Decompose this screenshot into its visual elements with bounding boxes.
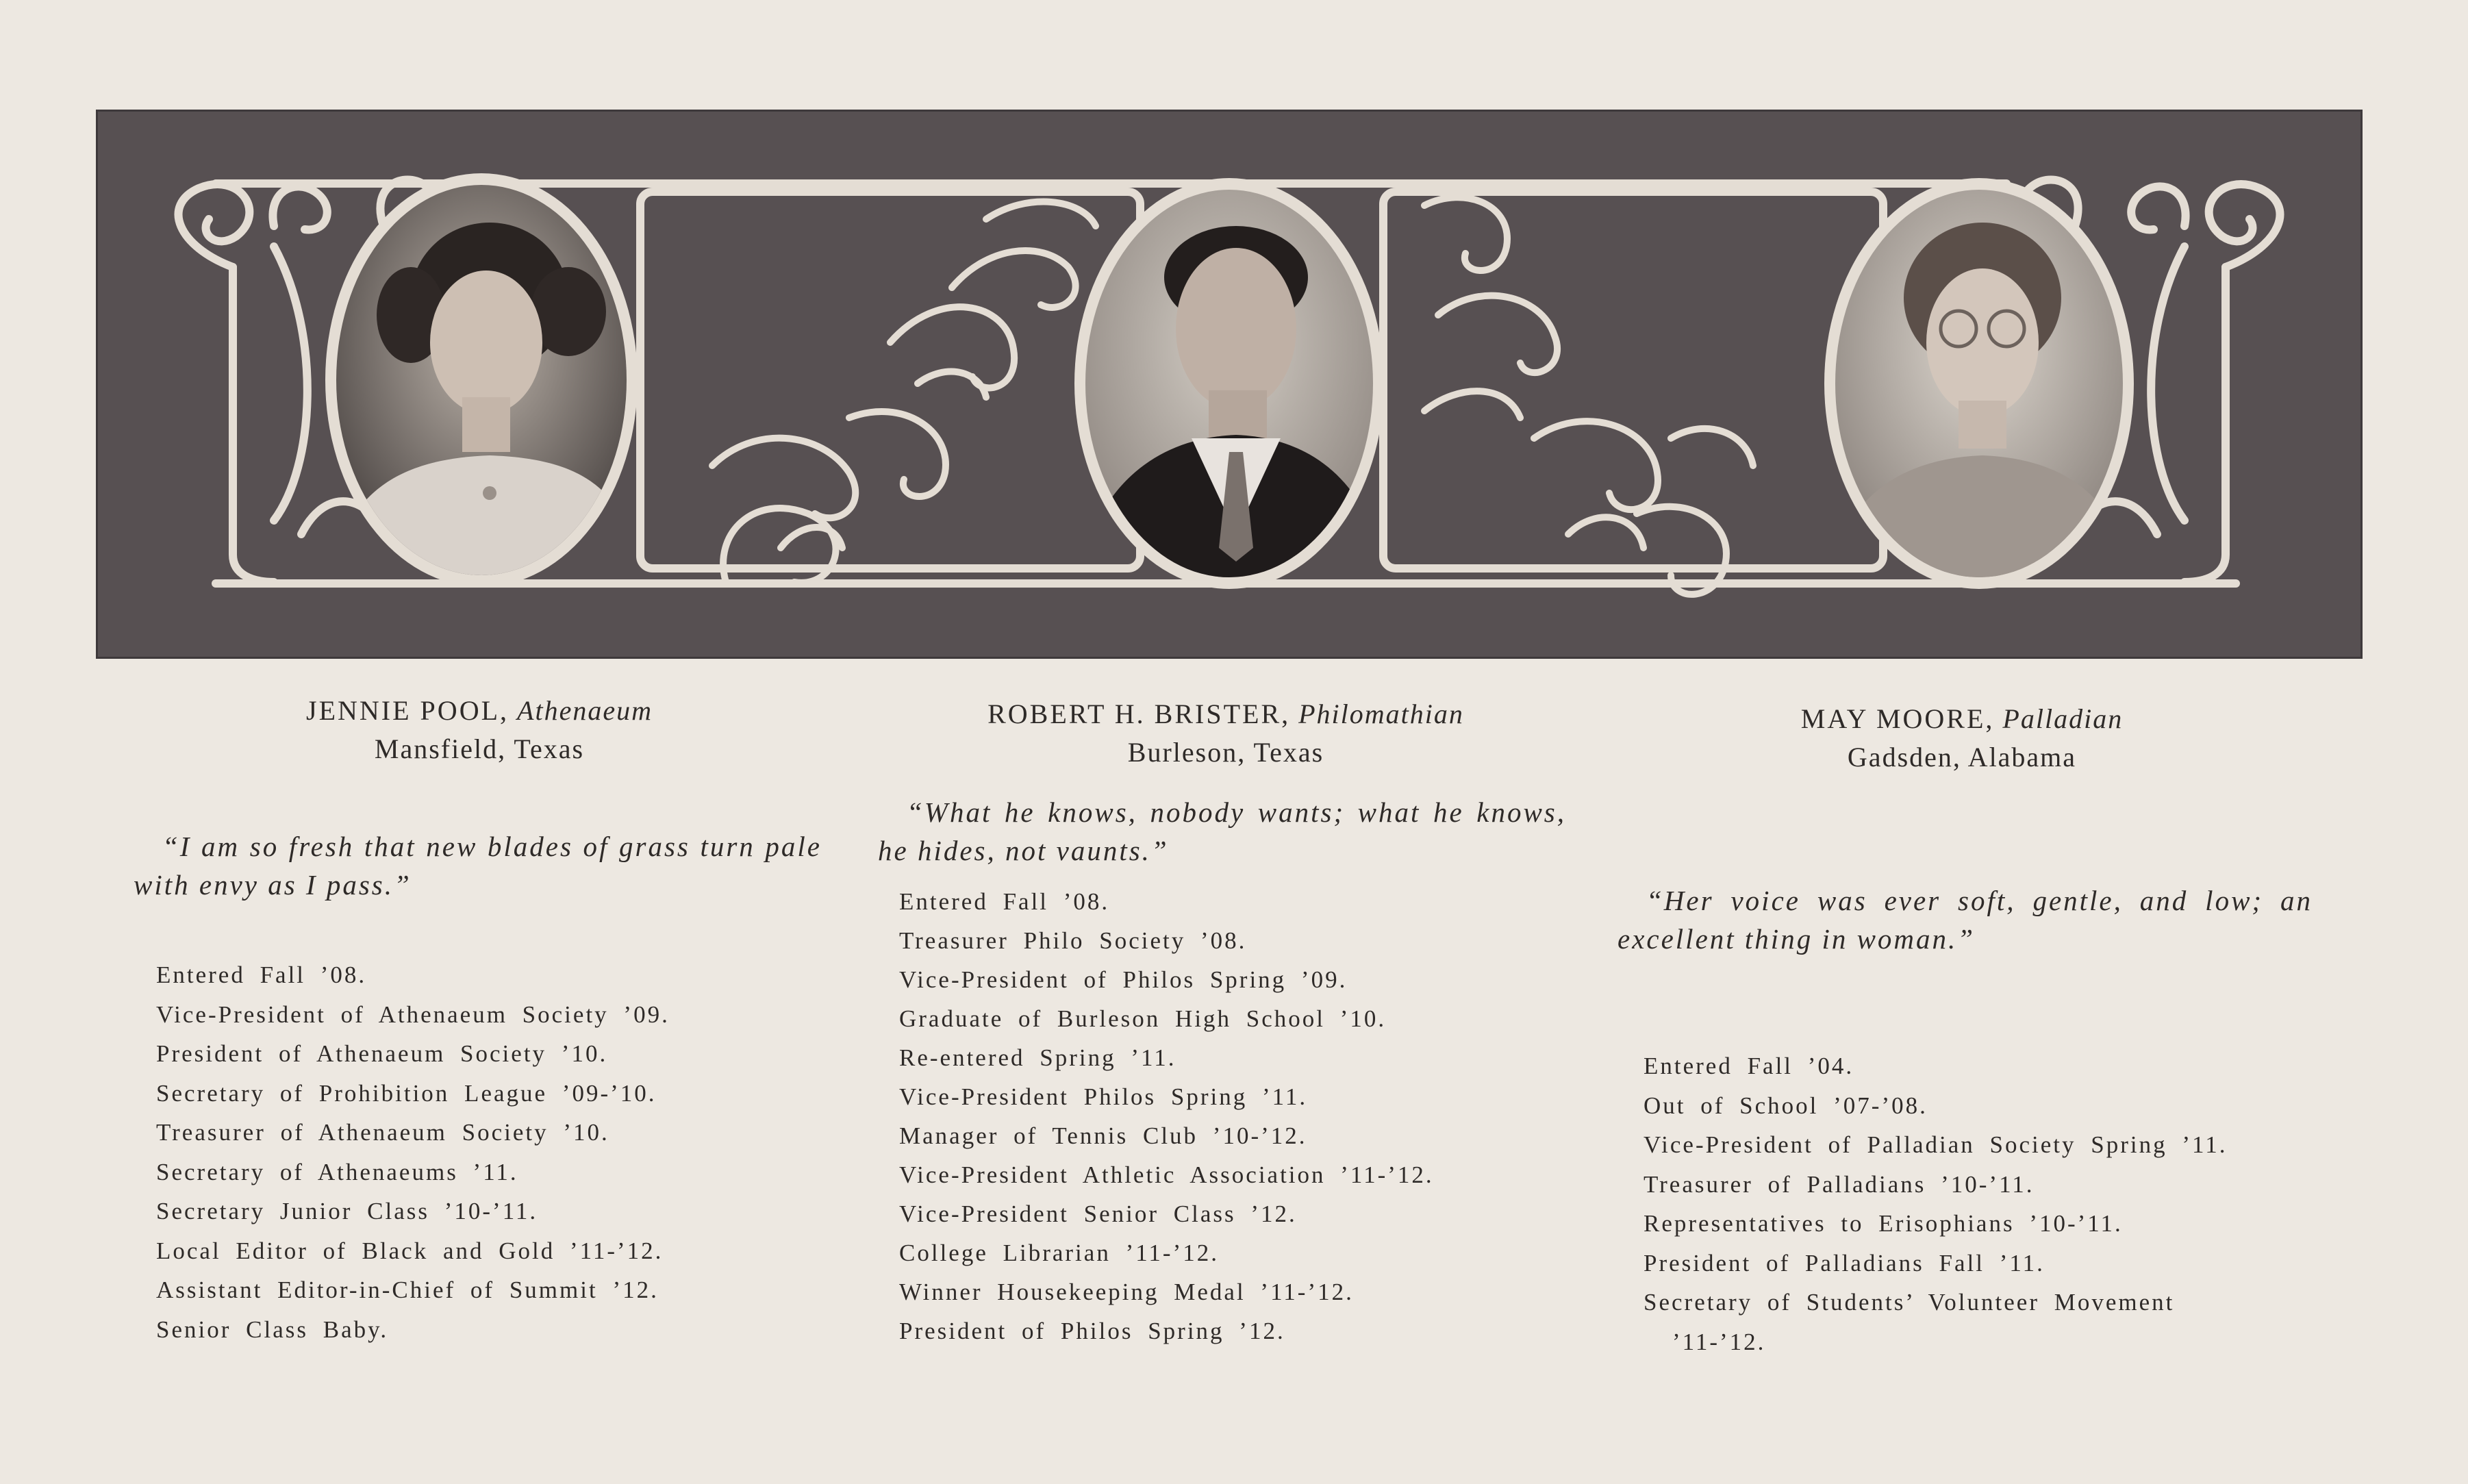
person-name: JENNIE POOL, [306, 695, 509, 726]
record-item: Vice-President of Athenaeum Society ’09. [156, 1001, 670, 1028]
record-item: Vice-President Athletic Association ’11-’12. [899, 1161, 1434, 1188]
ornamental-banner [96, 110, 2363, 659]
person-3-header [1623, 700, 2301, 777]
record-item: Manager of Tennis Club ’10-’12. [899, 1122, 1307, 1149]
record-item: Secretary of Athenaeums ’11. [156, 1158, 518, 1185]
society-name: Philomathian [1298, 699, 1464, 729]
person-2-record [899, 882, 1434, 1350]
record-item: Local Editor of Black and Gold ’11-’12. [156, 1237, 664, 1264]
record-item: Vice-President Philos Spring ’11. [899, 1083, 1308, 1110]
record-item: Treasurer of Palladians ’10-’11. [1644, 1170, 2035, 1198]
record-item: Senior Class Baby. [156, 1316, 389, 1343]
record-item: Entered Fall ’08. [156, 961, 367, 988]
person-1-quote: “I am so fresh that new blades of grass turn pale with envy as I pass.” [134, 831, 822, 901]
record-item: Re-entered Spring ’11. [899, 1044, 1176, 1071]
person-1-record [156, 955, 670, 1349]
society-name: Palladian [2002, 703, 2124, 734]
person-3-record [1644, 1046, 2227, 1361]
record-item: President of Athenaeum Society ’10. [156, 1040, 608, 1067]
record-item: Representatives to Erisophians ’10-’11. [1644, 1210, 2123, 1237]
record-item: Entered Fall ’04. [1644, 1053, 1854, 1079]
record-item: Secretary Junior Class ’10-’11. [156, 1198, 538, 1224]
record-item: Vice-President of Palladian Society Spring ’11. [1644, 1131, 2228, 1158]
person-2-quote: “What he knows, nobody wants; what he knows, he hides, not vaunts.” [878, 796, 1566, 866]
society-name: Athenaeum [517, 695, 653, 726]
hometown: Burleson, Texas [1127, 737, 1324, 768]
record-item: Assistant Editor-in-Chief of Summit ’12. [156, 1277, 659, 1303]
record-item: Winner Housekeeping Medal ’11-’12. [899, 1279, 1354, 1305]
record-item: Vice-President of Philos Spring ’09. [899, 966, 1348, 993]
record-item: Secretary of Prohibition League ’09-’10. [156, 1079, 657, 1107]
ornament-artwork [96, 110, 2363, 659]
record-item: President of Philos Spring ’12. [899, 1318, 1285, 1344]
record-item: ’11-’12. [1672, 1328, 1766, 1355]
record-item: Treasurer of Athenaeum Society ’10. [156, 1119, 609, 1146]
person-name: ROBERT H. BRISTER, [987, 699, 1291, 729]
record-item: Out of School ’07-’08. [1644, 1092, 1928, 1119]
record-item: Vice-President Senior Class ’12. [899, 1200, 1297, 1227]
person-name: MAY MOORE, [1800, 703, 1995, 734]
person-3-quote: “Her voice was ever soft, gentle, and low; an excellent thing in woman.” [1617, 885, 2313, 955]
person-1-header [151, 692, 808, 768]
record-item: Treasurer Philo Society ’08. [899, 927, 1247, 954]
record-item: President of Palladians Fall ’11. [1644, 1249, 2045, 1277]
person-2-header [883, 695, 1568, 772]
hometown: Gadsden, Alabama [1847, 742, 2077, 772]
hometown: Mansfield, Texas [374, 733, 585, 764]
record-item: Secretary of Students’ Volunteer Movement [1644, 1289, 2175, 1316]
record-item: Entered Fall ’08. [899, 888, 1110, 915]
record-item: College Librarian ’11-’12. [899, 1240, 1219, 1266]
record-item: Graduate of Burleson High School ’10. [899, 1005, 1387, 1032]
